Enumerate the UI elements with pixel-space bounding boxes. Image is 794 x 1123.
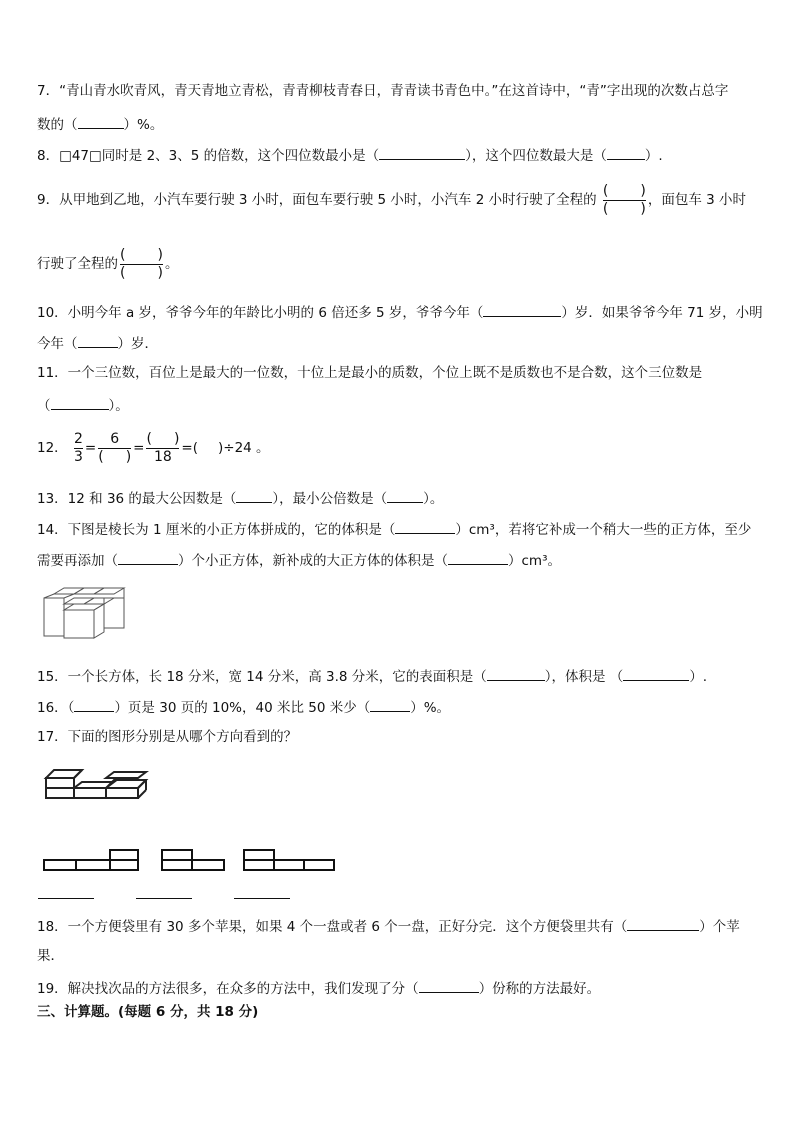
q17-answer-blank-2[interactable] xyxy=(136,898,192,899)
q13-lcm-blank[interactable] xyxy=(387,488,423,503)
q19-answer-blank[interactable] xyxy=(419,978,479,993)
q14-cube-figure xyxy=(40,586,140,646)
q10-line2: 今年（ ）岁． xyxy=(37,333,158,353)
q15-line: 15．一个长方体，长 18 分米，宽 14 分米，高 3.8 分米，它的表面积是（ ），体积是 （ ）. xyxy=(37,666,707,686)
q12-line: 12． $\frac{2}{3}$ = $\frac{6}{( )}$ = $\frac{( )}{18}$ =( )÷24 。 xyxy=(37,430,270,465)
section-3-title: 三、计算题。(每题 6 分，共 18 分) xyxy=(37,1004,259,1020)
q17-answer-blank-3[interactable] xyxy=(234,898,290,899)
q12-fraction-6-blank[interactable]: $\frac{6}{( )}$ xyxy=(98,430,132,465)
q13-line: 13．12 和 36 的最大公因数是（ ），最小公倍数是（ ）。 xyxy=(37,488,443,508)
q9-line1: 9．从甲地到乙地，小汽车要行驶 3 小时，面包车要行驶 5 小时，小汽车 2 小时行驶了全程的 $\frac{( )}{( )}$ ，面包车 3 小时 xyxy=(37,182,747,217)
q19-line: 19．解决找次品的方法很多，在众多的方法中，我们发现了分（ ）份称的方法最好。 xyxy=(37,978,600,998)
q14-line2: 需要再添加（ ）个小正方体，新补成的大正方体的体积是（ ）cm³。 xyxy=(37,550,561,570)
q17-view-2 xyxy=(160,848,230,872)
q13-gcd-blank[interactable] xyxy=(236,488,272,503)
q17-solid-figure xyxy=(44,766,154,802)
q10-xiaoming-blank[interactable] xyxy=(78,333,118,348)
q17-line: 17．下面的图形分别是从哪个方向看到的？ xyxy=(37,729,298,745)
q12-dividend-blank[interactable]: ( ) xyxy=(192,440,224,456)
q7-line1: 7．“青山青水吹青风，青天青地立青松，青青柳枝青春日，青青读书青色中。”在这首诗中，“青”字出现的次数占总字 xyxy=(37,83,729,99)
q18-line2: 果． xyxy=(37,948,64,964)
q12-fraction-blank-18[interactable]: $\frac{( )}{18}$ xyxy=(146,430,180,465)
q17-answer-blank-1[interactable] xyxy=(38,898,94,899)
q18-apples-blank[interactable] xyxy=(627,916,699,931)
q10-line1: 10．小明今年 a 岁，爷爷今年的年龄比小明的 6 倍还多 5 岁，爷爷今年（ ）岁．如果爷爷今年 71 岁，小明 xyxy=(37,302,763,322)
q17-view-1 xyxy=(42,848,142,872)
q14-line1: 14．下图是棱长为 1 厘米的小正方体拼成的，它的体积是（ ）cm³，若将它补成一个稍大一些的正方体，至少 xyxy=(37,519,751,539)
q14-volume-blank[interactable] xyxy=(395,519,455,534)
q11-answer-blank[interactable] xyxy=(51,395,109,410)
q16-line: 16．（ ）页是 30 页的 10%，40 米比 50 米少（ ）%。 xyxy=(37,697,450,717)
q12-fraction-2-3: $\frac{2}{3}$ xyxy=(73,430,83,465)
q16-percent-blank[interactable] xyxy=(370,697,410,712)
q8-line: 8．□47□同时是 2、3、5 的倍数，这个四位数最小是（ ），这个四位数最大是（ ）. xyxy=(37,145,663,165)
q7-line2: 数的（ ）%。 xyxy=(37,114,163,134)
q8-max-blank[interactable] xyxy=(607,145,645,160)
q9-fraction-1[interactable]: $\frac{( )}{( )}$ xyxy=(602,182,646,217)
q7-answer-blank[interactable] xyxy=(78,114,124,129)
q11-line1: 11．一个三位数，百位上是最大的一位数，十位上是最小的质数，个位上既不是质数也不是合数，这个三位数是 xyxy=(37,365,703,381)
q9-line2: 行驶了全程的 $\frac{( )}{( )}$ 。 xyxy=(37,246,179,281)
q14-add-cubes-blank[interactable] xyxy=(118,550,178,565)
q15-area-blank[interactable] xyxy=(487,666,545,681)
q9-fraction-2[interactable]: $\frac{( )}{( )}$ xyxy=(120,246,163,281)
q17-view-3 xyxy=(242,848,342,872)
q16-pages-blank[interactable] xyxy=(74,697,114,712)
q10-age-blank[interactable] xyxy=(483,302,561,317)
q11-line2: （ ）。 xyxy=(37,395,129,415)
q18-line1: 18．一个方便袋里有 30 多个苹果，如果 4 个一盘或者 6 个一盘，正好分完．这个方便袋里共有（ ）个苹 xyxy=(37,916,740,936)
q8-min-blank[interactable] xyxy=(379,145,465,160)
q14-big-volume-blank[interactable] xyxy=(448,550,508,565)
q15-volume-blank[interactable] xyxy=(623,666,689,681)
